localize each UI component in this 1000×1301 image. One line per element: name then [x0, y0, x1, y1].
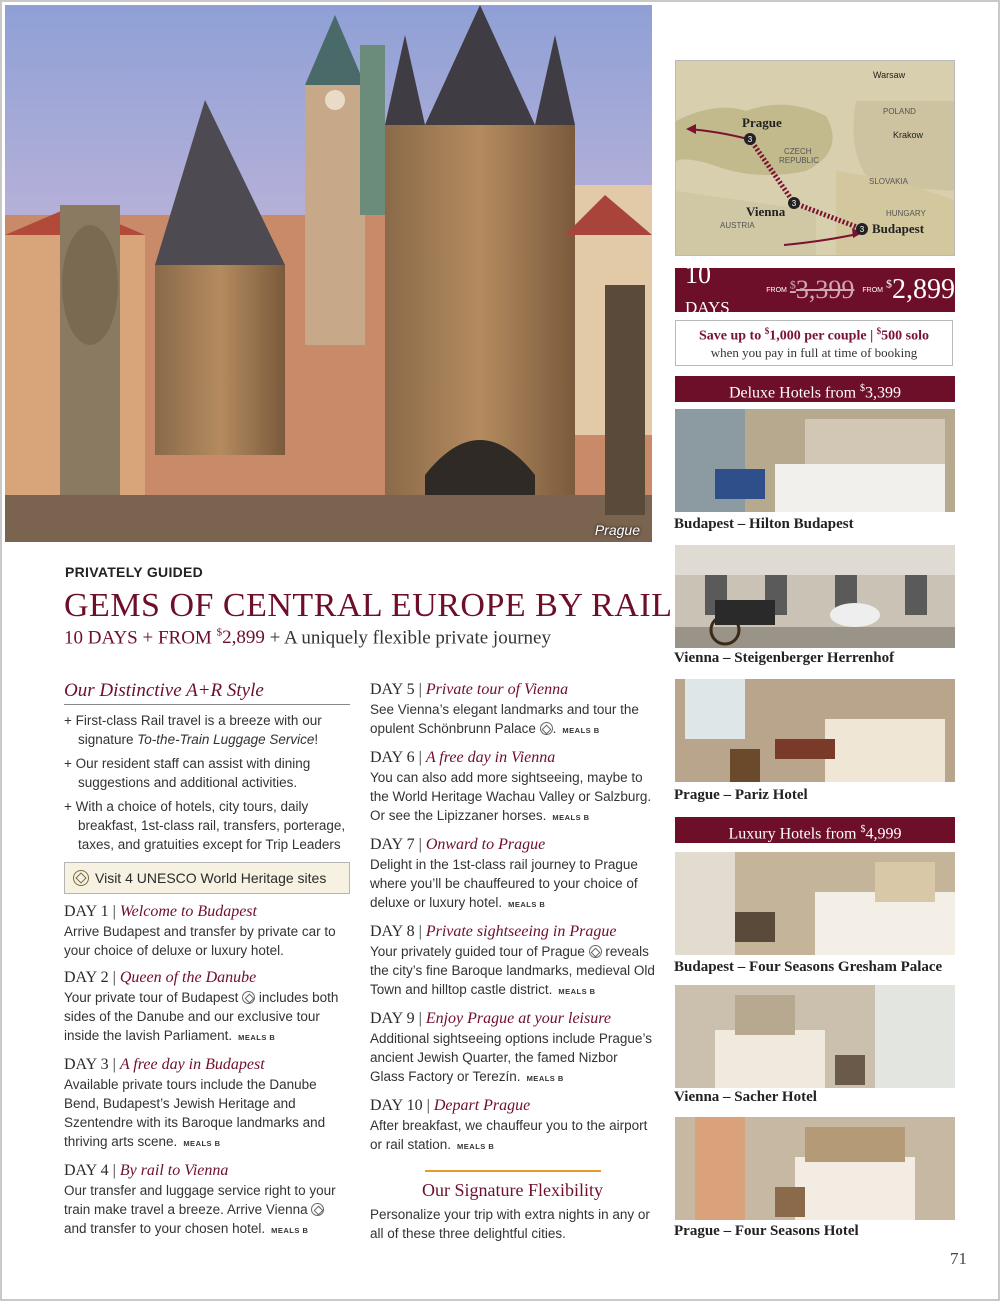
hotel-photo-sacher-vienna [675, 985, 955, 1088]
divider-rule [425, 1170, 601, 1172]
budapest-nights: 3 [859, 225, 865, 234]
unesco-icon [73, 870, 89, 886]
day-5: DAY 5 | Private tour of Vienna See Vienna’s elegant landmarks and tour the opulent Schönbrunn Palace . MEALS B [370, 681, 639, 736]
map-label-slovakia: SLOVAKIA [869, 177, 908, 186]
old-price: $3,399 [789, 275, 855, 304]
hotel-caption-steigenberger-vienna: Vienna – Steigenberger Herrenhof [674, 650, 895, 666]
route-map [675, 60, 955, 256]
unesco-icon [242, 991, 255, 1004]
hotel-photo-four-seasons-prague [675, 1117, 955, 1220]
map-label-krakow: Krakow [893, 130, 924, 140]
style-header: Our Distinctive A+R Style [64, 680, 350, 705]
from-label-old: FROM [766, 286, 787, 294]
kicker: PRIVATELY GUIDED [65, 564, 204, 580]
subtitle: 10 DAYS + FROM $2,899 + A uniquely flexible private journey [64, 627, 551, 649]
day-10: DAY 10 | Depart Prague After breakfast, we chauffeur you to the airport or rail station. MEALS B [370, 1097, 648, 1152]
hotel-photo-steigenberger-vienna [675, 545, 955, 648]
map-label-austria: AUSTRIA [720, 221, 755, 230]
unesco-icon [540, 722, 553, 735]
column-left [64, 680, 350, 1248]
prague-towers-illustration [5, 5, 652, 542]
hotel-photo-pariz-prague [675, 679, 955, 782]
hotel-photo-four-seasons-gresham [675, 852, 955, 955]
day-2: DAY 2 | Queen of the Danube Your private tour of Budapest includes both sides of the Danube and our exclusive tour inside the lavish Parliament. MEALS B [64, 969, 339, 1043]
day-7: DAY 7 | Onward to Prague Delight in the 1st-class rail journey to Prague where you’ll be chauffeured to your choice of deluxe or luxury hotel. MEALS B [370, 836, 638, 910]
day-3: DAY 3 | A free day in Budapest Available private tours include the Danube Bend, Budapest’s Jewish Heritage and Szentendre with its Baroque landmarks and thriving arts scene. MEALS B [64, 1056, 326, 1149]
map-label-warsaw: Warsaw [873, 70, 906, 80]
luxury-hotels-header: Luxury Hotels from $4,999 [675, 817, 955, 843]
signature-text: Personalize your trip with extra nights in any or all of these three delightful cities. [370, 1207, 650, 1241]
hotel-caption-hilton-budapest: Budapest – Hilton Budapest [674, 516, 854, 532]
from-label-new: FROM [862, 286, 883, 294]
price-banner [675, 260, 955, 317]
unesco-icon [311, 1203, 324, 1216]
map-label-czech: CZECH [784, 147, 812, 156]
day-4: DAY 4 | By rail to Vienna Our transfer and luggage service right to your train make travel a breeze. Arrive Vienna and transfer to your chosen hotel. MEALS B [64, 1162, 336, 1236]
savings-condition: when you pay in full at time of booking [710, 344, 918, 360]
duration: 10 DAYS [685, 260, 730, 317]
style-bullet-1: + First-class Rail travel is a breeze with our signature To-the-Train Luggage Service! [64, 713, 322, 747]
map-label-republic: REPUBLIC [779, 156, 820, 165]
hotel-caption-four-seasons-gresham: Budapest – Four Seasons Gresham Palace [674, 959, 943, 975]
page-title: GEMS OF CENTRAL EUROPE BY RAIL [64, 587, 673, 624]
hotel-photo-hilton-budapest [675, 409, 955, 512]
savings-headline: Save up to $1,000 per couple | $500 solo [698, 326, 929, 344]
column-middle [370, 680, 655, 1243]
route-map-graphic [676, 61, 955, 256]
day-6: DAY 6 | A free day in Vienna You can also add more sightseeing, maybe to the World Heritage Wachau Valley or Salzburg. Or see the Lipizzaner horses. MEALS B [370, 749, 652, 823]
unesco-callout: Visit 4 UNESCO World Heritage sites [64, 862, 350, 894]
hotel-caption-pariz-prague: Prague – Pariz Hotel [674, 787, 808, 803]
day-1: DAY 1 | Welcome to Budapest Arrive Budapest and transfer by private car to your choice of deluxe or luxury hotel. [64, 903, 336, 958]
vienna-nights: 3 [791, 199, 797, 208]
map-label-budapest: Budapest [872, 221, 925, 236]
hero-caption: Prague [594, 522, 640, 538]
map-label-poland: POLAND [883, 107, 916, 116]
hotel-caption-sacher-vienna: Vienna – Sacher Hotel [674, 1089, 817, 1105]
savings-box [675, 320, 953, 366]
prague-nights: 3 [747, 135, 753, 144]
signature-header: Our Signature Flexibility [422, 1180, 603, 1200]
day-9: DAY 9 | Enjoy Prague at your leisure Additional sightseeing options include Prague’s ancient Jewish Quarter, the famed Nizbor Glass Factory or Terezín. MEALS B [370, 1010, 652, 1084]
map-label-prague: Prague [742, 115, 782, 130]
day-8: DAY 8 | Private sightseeing in Prague Your privately guided tour of Prague reveals the city’s fine Baroque landmarks, medieval Old Town and hilltop castle district. MEALS B [370, 923, 655, 997]
new-price: $2,899 [886, 274, 955, 305]
page-number: 71 [950, 1249, 967, 1268]
style-bullet-2: + Our resident staff can assist with dining suggestions and additional activities. [64, 756, 311, 790]
hero-photo-prague [5, 5, 652, 542]
hotel-caption-four-seasons-prague: Prague – Four Seasons Hotel [674, 1223, 859, 1239]
style-bullet-3: + With a choice of hotels, city tours, daily breakfast, 1st-class rail, transfers, porterage, taxes, and gratuities except for Trip Leaders [64, 799, 346, 852]
deluxe-hotels-header: Deluxe Hotels from $3,399 [675, 376, 955, 402]
unesco-icon [589, 945, 602, 958]
map-label-vienna: Vienna [746, 204, 786, 219]
map-label-hungary: HUNGARY [886, 209, 926, 218]
